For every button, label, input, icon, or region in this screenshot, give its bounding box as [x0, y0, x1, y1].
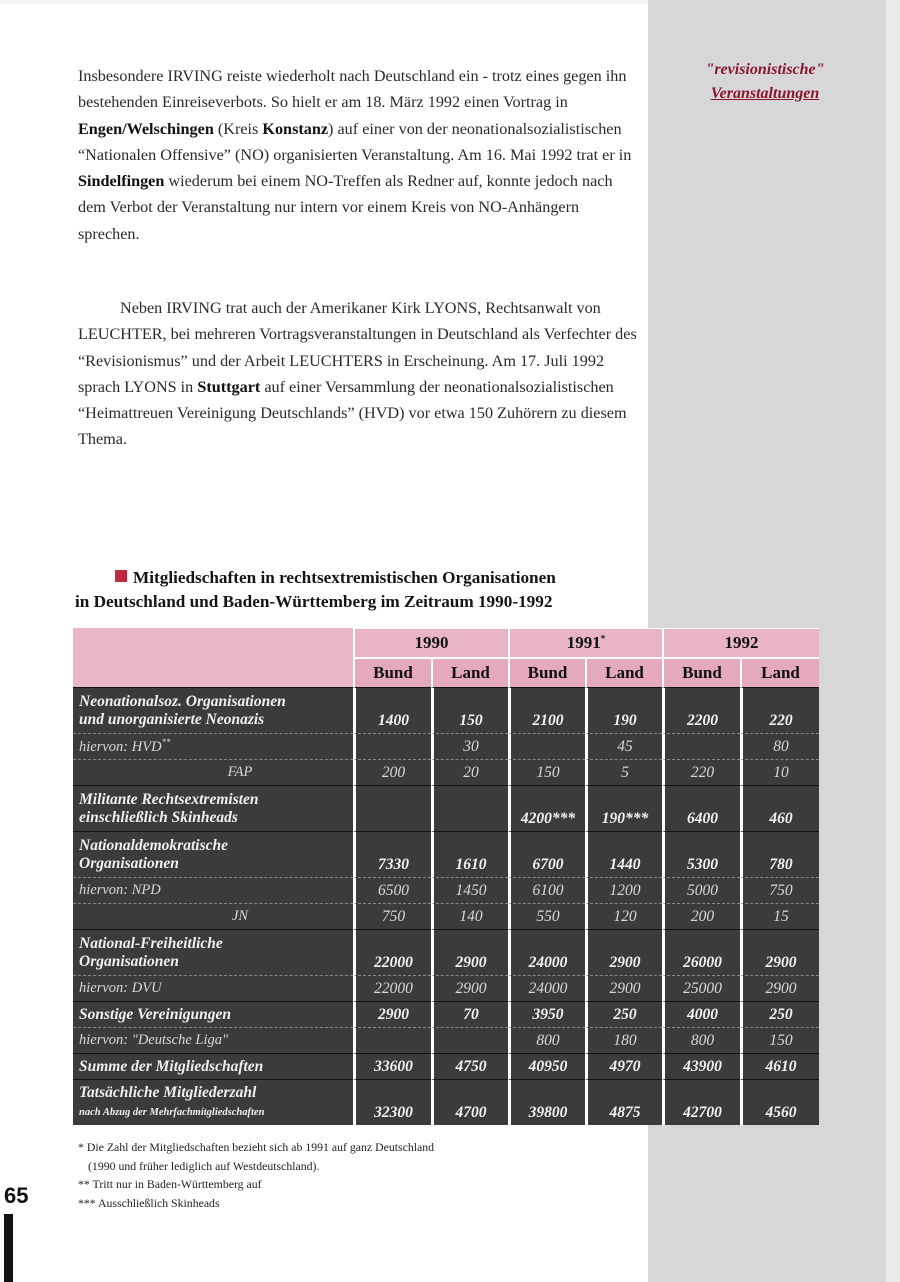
text-run: auf einer Versammlung der neonationalsozialistischen “Heimattreuen Vereinigung Deutschlands” (HVD) vor etwa 150 Zuhörern zu diesem Thema.: [78, 377, 627, 449]
value-cell: 42700: [662, 1079, 740, 1125]
value-cell: 15: [740, 903, 819, 929]
col-header-bund: Bund: [508, 657, 585, 687]
row-label-line1: hiervon: "Deutsche Liga": [79, 1032, 229, 1048]
value-cell: 140: [431, 903, 508, 929]
row-label: [73, 877, 353, 903]
value-cell: 2900: [431, 975, 508, 1001]
value-cell: 39800: [508, 1079, 585, 1125]
value-cell: 30: [431, 733, 508, 759]
row-label-line1: FAP: [227, 764, 253, 780]
value-cell: 2900: [585, 929, 662, 975]
value-cell: 750: [740, 877, 819, 903]
value-cell: 6100: [508, 877, 585, 903]
year-header-row: [73, 628, 819, 657]
table-body: [73, 687, 819, 1125]
value-cell: 2100: [508, 687, 585, 733]
year-1991: 1991*: [508, 628, 662, 657]
header-corner: [73, 628, 353, 687]
value-cell: 6500: [353, 877, 431, 903]
table-row: [73, 759, 819, 785]
row-label-line1: Neonationalsoz. Organisationen: [79, 692, 286, 710]
margin-note-line1: "revisionistische": [705, 61, 825, 78]
row-label-line1: Summe der Mitgliedschaften: [79, 1057, 264, 1075]
value-cell: 4750: [431, 1053, 508, 1079]
row-label: [73, 1079, 353, 1125]
value-cell: 220: [662, 759, 740, 785]
table-row: [73, 687, 819, 733]
value-cell: 190: [585, 687, 662, 733]
value-cell: 80: [740, 733, 819, 759]
value-cell: [353, 785, 431, 831]
row-label: [73, 975, 353, 1001]
value-cell: 1440: [585, 831, 662, 877]
value-cell: 180: [585, 1027, 662, 1053]
value-cell: 22000: [353, 975, 431, 1001]
footnote-line: ** Tritt nur in Baden-Württemberg auf: [78, 1177, 262, 1191]
col-header-land: Land: [585, 657, 662, 687]
margin-note-line2: Veranstaltungen: [710, 85, 820, 102]
value-cell: 2900: [740, 975, 819, 1001]
value-cell: 5000: [662, 877, 740, 903]
col-header-land: Land: [740, 657, 819, 687]
value-cell: 200: [662, 903, 740, 929]
value-cell: 2900: [740, 929, 819, 975]
row-label-line1: Sonstige Vereinigungen: [79, 1005, 232, 1023]
value-cell: 22000: [353, 929, 431, 975]
bullet-square-icon: [115, 570, 127, 582]
table-row: [73, 929, 819, 975]
text-run: wiederum bei einem NO-Treffen als Redner auf, konnte jedoch nach dem Verbot der Veranstaltung nur intern vor einem Kreis von NO-Anhängern sprechen.: [78, 172, 613, 243]
value-cell: 2900: [431, 929, 508, 975]
text-run: Neben IRVING trat auch der Amerikaner Kirk LYONS, Rechtsanwalt von LEUCHTER, bei mehreren Vortragsveranstaltungen in Deutschland als Verfechter des “Revisionismus” und der Arbeit LEUCHTERS in Erscheinung. Am 17. Juli 1992 sprach LYONS in: [78, 299, 637, 396]
row-label-line1: Tatsächliche Mitgliederzahl: [79, 1083, 257, 1101]
table-row: [73, 1079, 819, 1125]
value-cell: 1200: [585, 877, 662, 903]
row-label: [73, 785, 353, 831]
row-label: [73, 831, 353, 877]
value-cell: 20: [431, 759, 508, 785]
value-cell: 780: [740, 831, 819, 877]
row-label-line1: hiervon: DVU: [79, 980, 162, 996]
table-row: [73, 1001, 819, 1027]
row-label: [73, 1053, 353, 1079]
value-cell: 120: [585, 903, 662, 929]
value-cell: 4875: [585, 1079, 662, 1125]
page-number: 65: [4, 1183, 29, 1208]
value-cell: 150: [508, 759, 585, 785]
row-label: [73, 733, 353, 759]
table-row: [73, 877, 819, 903]
value-cell: 2900: [353, 1001, 431, 1027]
table-row: [73, 1027, 819, 1053]
row-label-line1: hiervon: HVD: [79, 738, 162, 755]
table-title-line2: in Deutschland und Baden-Württemberg im Zeitraum 1990-1992: [75, 592, 553, 611]
table-title: [75, 566, 675, 614]
row-label: [73, 687, 353, 733]
footnote-line: * Die Zahl der Mitgliedschaften bezieht sich ab 1991 auf ganz Deutschland: [78, 1140, 435, 1154]
table-row: [73, 733, 819, 759]
footnotes: [78, 1138, 434, 1212]
table-title-line1: Mitgliedschaften in rechtsextremistischen Organisationen: [133, 568, 556, 587]
col-header-land: Land: [431, 657, 508, 687]
value-cell: [431, 785, 508, 831]
value-cell: 24000: [508, 975, 585, 1001]
value-cell: 26000: [662, 929, 740, 975]
paragraph-lyons: [78, 295, 638, 453]
row-label-line2: einschließlich Skinheads: [79, 808, 238, 826]
table-row: [73, 975, 819, 1001]
value-cell: 33600: [353, 1053, 431, 1079]
row-label-line1: JN: [231, 908, 249, 924]
page-edge: [886, 0, 900, 1282]
value-cell: 750: [353, 903, 431, 929]
value-cell: 43900: [662, 1053, 740, 1079]
value-cell: [508, 733, 585, 759]
value-cell: 45: [585, 733, 662, 759]
value-cell: 5: [585, 759, 662, 785]
value-cell: 1610: [431, 831, 508, 877]
row-label: [73, 1027, 353, 1053]
value-cell: 550: [508, 903, 585, 929]
row-label: [73, 1001, 353, 1027]
col-header-bund: Bund: [662, 657, 740, 687]
value-cell: [353, 1027, 431, 1053]
place-name: Stuttgart: [197, 377, 261, 396]
row-label-line1: Militante Rechtsextremisten: [79, 790, 259, 808]
table-row: [73, 903, 819, 929]
row-label: [73, 903, 353, 929]
margin-note: [665, 58, 865, 106]
place-name: Konstanz: [262, 119, 329, 138]
row-label-line1: hiervon: NPD: [79, 882, 161, 898]
year-1992: 1992: [662, 628, 819, 657]
value-cell: 25000: [662, 975, 740, 1001]
value-cell: 40950: [508, 1053, 585, 1079]
table-row: [73, 1053, 819, 1079]
footnote-line: *** Ausschließlich Skinheads: [78, 1195, 220, 1210]
table-row: [73, 785, 819, 831]
text-run: Insbesondere IRVING reiste wiederholt nach Deutschland ein - trotz eines gegen ihn bestehenden Einreiseverbots. So hielt er am 18. März 1992 einen Vortrag in: [78, 67, 627, 112]
footnote-mark: **: [161, 737, 171, 748]
value-cell: 4200***: [508, 785, 585, 831]
row-label-line2: Organisationen: [79, 854, 179, 872]
paragraph-irving: [78, 63, 638, 247]
value-cell: 150: [431, 687, 508, 733]
footnote-line: (1990 und früher lediglich auf Westdeutschland).: [88, 1158, 320, 1173]
corner-bar: [4, 1214, 13, 1282]
row-label-line1: National-Freiheitliche: [79, 934, 223, 952]
value-cell: 32300: [353, 1079, 431, 1125]
value-cell: 4610: [740, 1053, 819, 1079]
membership-table: [73, 628, 819, 1125]
value-cell: 4970: [585, 1053, 662, 1079]
text-run: (Kreis: [213, 119, 263, 138]
value-cell: 4560: [740, 1079, 819, 1125]
value-cell: 6700: [508, 831, 585, 877]
value-cell: 24000: [508, 929, 585, 975]
value-cell: 10: [740, 759, 819, 785]
row-label: [73, 929, 353, 975]
value-cell: 3950: [508, 1001, 585, 1027]
value-cell: 5300: [662, 831, 740, 877]
value-cell: 800: [662, 1027, 740, 1053]
value-cell: 150: [740, 1027, 819, 1053]
year-1990: 1990: [353, 628, 508, 657]
value-cell: 800: [508, 1027, 585, 1053]
row-label-line1: Nationaldemokratische: [79, 836, 228, 854]
value-cell: 7330: [353, 831, 431, 877]
value-cell: [353, 733, 431, 759]
value-cell: 1450: [431, 877, 508, 903]
value-cell: 4700: [431, 1079, 508, 1125]
text-run: ) auf einer von der neonationalsozialistischen “Nationalen Offensive” (NO) organisierten Veranstaltung. Am 16. Mai 1992 trat er in: [78, 119, 632, 164]
value-cell: 4000: [662, 1001, 740, 1027]
value-cell: 190***: [585, 785, 662, 831]
value-cell: 220: [740, 687, 819, 733]
value-cell: [662, 733, 740, 759]
value-cell: 460: [740, 785, 819, 831]
row-label-line2: und unorganisierte Neonazis: [79, 710, 265, 728]
value-cell: 250: [585, 1001, 662, 1027]
value-cell: 2200: [662, 687, 740, 733]
row-label-line2: nach Abzug der Mehrfachmitgliedschaften: [79, 1106, 265, 1118]
place-name: Sindelfingen: [78, 172, 165, 191]
place-name: Engen/Welschingen: [78, 119, 214, 138]
value-cell: [431, 1027, 508, 1053]
table-row: [73, 831, 819, 877]
value-cell: 70: [431, 1001, 508, 1027]
value-cell: 1400: [353, 687, 431, 733]
value-cell: 2900: [585, 975, 662, 1001]
col-header-bund: Bund: [353, 657, 431, 687]
row-label: [73, 759, 353, 785]
value-cell: 6400: [662, 785, 740, 831]
row-label-line2: Organisationen: [79, 952, 179, 970]
value-cell: 200: [353, 759, 431, 785]
value-cell: 250: [740, 1001, 819, 1027]
